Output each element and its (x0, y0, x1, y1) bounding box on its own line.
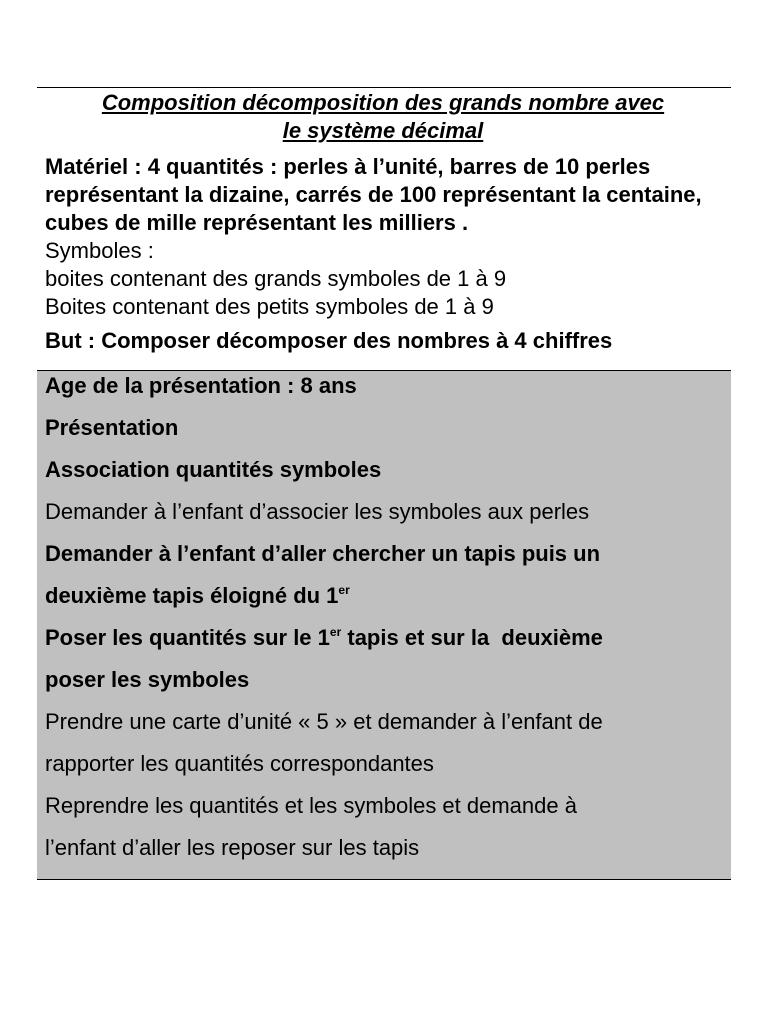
title-line-1: Composition décomposition des grands nombre avec (101, 90, 665, 115)
symbols-line-2: Boites contenant des petits symboles de 1 à 9 (45, 294, 494, 319)
step-place-quantities-line-2: poser les symboles (45, 667, 250, 692)
ordinal-superscript: er (338, 583, 350, 597)
step-place-quantities-line-1 (45, 617, 721, 659)
step-place-quantities-text-b: tapis et sur la deuxième (341, 625, 603, 650)
step-place-quantities-text-a: Poser les quantités sur le 1 (45, 625, 330, 650)
lesson-sheet (37, 87, 731, 880)
step-fetch-mats-line-1: Demander à l’enfant d’aller chercher un tapis puis un (45, 541, 601, 566)
association-heading: Association quantités symboles (45, 457, 382, 482)
presentation-age: Age de la présentation : 8 ans (45, 373, 357, 398)
step-return-line-2: l’enfant d’aller les reposer sur les tapis (45, 835, 420, 860)
lesson-title (45, 88, 721, 145)
step-unit-card-line-1: Prendre une carte d’unité « 5 » et demander à l’enfant de (45, 709, 603, 734)
lesson-goal: But : Composer décomposer des nombres à 4 chiffres (45, 328, 613, 353)
presentation-section (37, 370, 731, 879)
lesson-header-section (37, 88, 731, 370)
step-fetch-mats-line-2 (45, 575, 721, 617)
material-description: Matériel : 4 quantités : perles à l’unité, barres de 10 perles représentant la dizaine, carrés de 100 représentant la centaine, cubes de mille représentant les milliers . (45, 154, 702, 235)
symbols-description (45, 237, 721, 321)
step-unit-card-line-2: rapporter les quantités correspondantes (45, 751, 434, 776)
step-return-line-1: Reprendre les quantités et les symboles et demande à (45, 793, 577, 818)
symbols-label: Symboles : (45, 238, 154, 263)
step-fetch-mats-text: deuxième tapis éloigné du 1 (45, 583, 339, 608)
presentation-heading: Présentation (45, 415, 179, 440)
step-associate-symbols: Demander à l’enfant d’associer les symboles aux perles (45, 499, 590, 524)
title-line-2: le système décimal (282, 118, 484, 143)
symbols-line-1: boites contenant des grands symboles de 1 à 9 (45, 266, 507, 291)
ordinal-superscript: er (329, 625, 342, 639)
